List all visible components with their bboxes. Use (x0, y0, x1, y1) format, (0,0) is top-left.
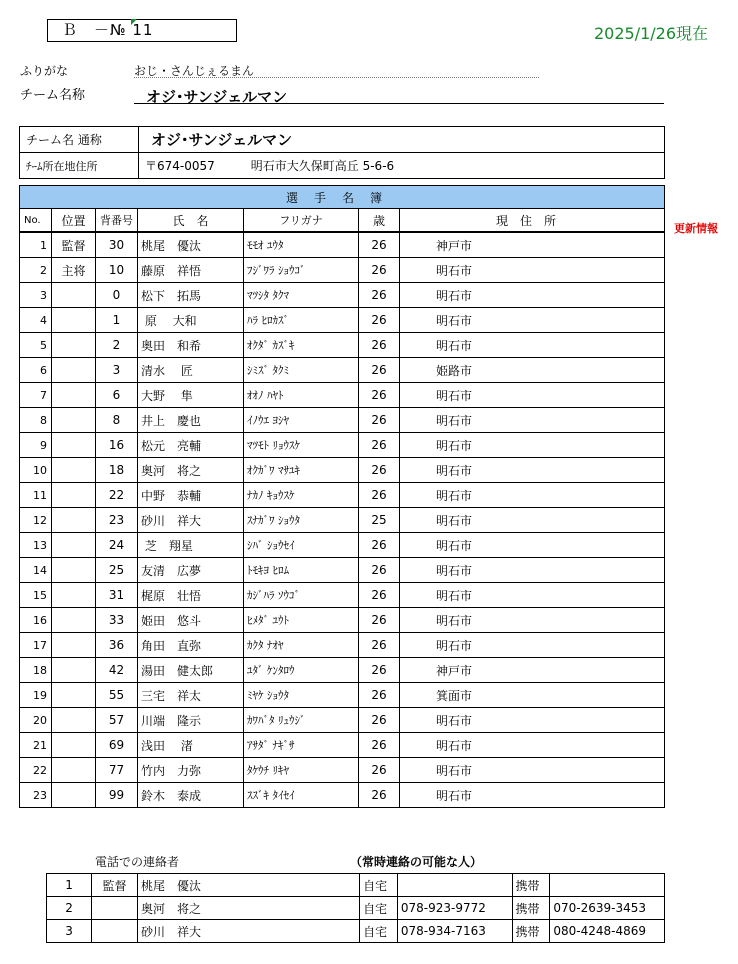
player-kana: ﾓﾓｵ ﾕｳﾀ (244, 232, 359, 258)
home-phone: 078-934-7163 (397, 920, 512, 943)
player-age: 26 (359, 708, 400, 733)
contact-table (46, 873, 665, 943)
player-name: 友清 広夢 (138, 558, 244, 583)
player-address: 明石市 (400, 283, 665, 308)
player-address: 明石市 (400, 508, 665, 533)
player-name: 三宅 祥太 (138, 683, 244, 708)
player-name: 藤原 祥悟 (138, 258, 244, 283)
player-address: 明石市 (400, 783, 665, 808)
table-row (20, 583, 665, 608)
table-row (20, 508, 665, 533)
player-no: 1 (20, 232, 52, 258)
common-name-label: チーム名 通称 (20, 127, 139, 153)
player-kana: ﾏﾂｼﾀ ﾀｸﾏ (244, 283, 359, 308)
player-position (52, 408, 96, 433)
player-kana: ｵｸﾀﾞ ｶｽﾞｷ (244, 333, 359, 358)
player-position (52, 483, 96, 508)
player-position (52, 533, 96, 558)
player-number: 18 (96, 458, 138, 483)
player-no: 7 (20, 383, 52, 408)
player-age: 26 (359, 658, 400, 683)
roster-table (19, 185, 665, 808)
player-no: 15 (20, 583, 52, 608)
table-row (20, 533, 665, 558)
contact-name: 奥河 将之 (138, 897, 360, 920)
mobile-phone (550, 874, 665, 897)
player-position (52, 458, 96, 483)
address-value (139, 153, 665, 179)
roster-header-row (20, 209, 665, 233)
player-address: 明石市 (400, 558, 665, 583)
player-kana: ｽﾅｶﾞﾜ ｼｮｳﾀ (244, 508, 359, 533)
player-position (52, 283, 96, 308)
mobile-phone: 080-4248-4869 (550, 920, 665, 943)
contact-row (47, 920, 665, 943)
player-kana: ﾏﾂﾓﾄ ﾘｮｳｽｹ (244, 433, 359, 458)
player-name: 松元 亮輔 (138, 433, 244, 458)
col-name: 氏 名 (138, 209, 244, 233)
player-kana: ｵｵﾉ ﾊﾔﾄ (244, 383, 359, 408)
player-kana: ﾐﾔｹ ｼｮｳﾀ (244, 683, 359, 708)
player-number: 33 (96, 608, 138, 633)
table-row (20, 608, 665, 633)
player-name: 角田 直弥 (138, 633, 244, 658)
player-name: 中野 恭輔 (138, 483, 244, 508)
player-kana: ﾋﾒﾀﾞ ﾕｳﾄ (244, 608, 359, 633)
player-number: 8 (96, 408, 138, 433)
player-address: 明石市 (400, 258, 665, 283)
team-name-label: チーム名称 (20, 88, 86, 103)
player-no: 11 (20, 483, 52, 508)
player-position (52, 683, 96, 708)
address-label: ﾁｰﾑ所在地住所 (20, 153, 139, 179)
table-row (20, 358, 665, 383)
contact-no: 3 (47, 920, 92, 943)
player-name: 井上 慶也 (138, 408, 244, 433)
player-no: 5 (20, 333, 52, 358)
player-name: 桃尾 優汰 (138, 232, 244, 258)
player-name: 原 大和 (138, 308, 244, 333)
player-age: 26 (359, 258, 400, 283)
player-no: 18 (20, 658, 52, 683)
mobile-label: 携帯 (512, 897, 550, 920)
contact-row (47, 897, 665, 920)
col-position: 位置 (52, 209, 96, 233)
player-no: 23 (20, 783, 52, 808)
mobile-label: 携帯 (512, 874, 550, 897)
contact-position (92, 897, 138, 920)
player-number: 57 (96, 708, 138, 733)
furigana-label: ふりがな (20, 64, 69, 78)
player-address: 明石市 (400, 433, 665, 458)
player-kana: ｱｻﾀﾞ ﾅｷﾞｻ (244, 733, 359, 758)
address-row (20, 153, 665, 179)
mobile-phone: 070-2639-3453 (550, 897, 665, 920)
player-position (52, 783, 96, 808)
player-number: 77 (96, 758, 138, 783)
common-name-value: オジ･サンジェルマン (139, 127, 665, 153)
table-row (20, 783, 665, 808)
table-row (20, 558, 665, 583)
table-row (20, 658, 665, 683)
player-age: 26 (359, 358, 400, 383)
player-number: 25 (96, 558, 138, 583)
player-kana: ｶｼﾞﾊﾗ ｿｳｺﾞ (244, 583, 359, 608)
player-age: 26 (359, 433, 400, 458)
roster-body (20, 232, 665, 808)
player-name: 姫田 悠斗 (138, 608, 244, 633)
table-row (20, 232, 665, 258)
player-name: 竹内 力弥 (138, 758, 244, 783)
common-name-row (20, 127, 665, 153)
col-number: 背番号 (96, 209, 138, 233)
player-name: 浅田 渚 (138, 733, 244, 758)
player-name: 芝 翔星 (138, 533, 244, 558)
player-age: 26 (359, 383, 400, 408)
player-kana: ﾅｶﾉ ｷｮｳｽｹ (244, 483, 359, 508)
player-position (52, 333, 96, 358)
player-number: 10 (96, 258, 138, 283)
table-row (20, 433, 665, 458)
player-age: 26 (359, 558, 400, 583)
player-kana: ｼﾊﾞ ｼｮｳｾｲ (244, 533, 359, 558)
player-age: 26 (359, 583, 400, 608)
col-no: No. (20, 209, 52, 233)
table-row (20, 333, 665, 358)
player-position (52, 308, 96, 333)
player-position (52, 508, 96, 533)
player-no: 3 (20, 283, 52, 308)
player-position (52, 708, 96, 733)
as-of-date: 2025/1/26現在 (594, 24, 709, 43)
player-address: 箕面市 (400, 683, 665, 708)
player-age: 26 (359, 333, 400, 358)
player-no: 8 (20, 408, 52, 433)
player-no: 4 (20, 308, 52, 333)
player-no: 20 (20, 708, 52, 733)
player-address: 明石市 (400, 633, 665, 658)
player-name: 松下 拓馬 (138, 283, 244, 308)
player-position (52, 633, 96, 658)
player-number: 6 (96, 383, 138, 408)
player-age: 26 (359, 308, 400, 333)
player-position (52, 383, 96, 408)
document-number: Ｂ －№ 11 (47, 19, 237, 42)
player-position (52, 758, 96, 783)
player-kana: ｽｽﾞｷ ﾀｲｾｲ (244, 783, 359, 808)
table-row (20, 733, 665, 758)
player-kana: ｵｸｶﾞﾜ ﾏｻﾕｷ (244, 458, 359, 483)
player-kana: ﾄﾓｷﾖ ﾋﾛﾑ (244, 558, 359, 583)
player-kana: ﾊﾗ ﾋﾛｶｽﾞ (244, 308, 359, 333)
player-age: 26 (359, 608, 400, 633)
table-row (20, 408, 665, 433)
player-number: 23 (96, 508, 138, 533)
player-no: 9 (20, 433, 52, 458)
player-age: 26 (359, 758, 400, 783)
player-no: 22 (20, 758, 52, 783)
team-address: 明石市大久保町高丘 5-6-6 (250, 159, 395, 173)
player-position: 監督 (52, 232, 96, 258)
contact-name: 桃尾 優汰 (138, 874, 360, 897)
player-kana: ｶﾜﾊﾞﾀ ﾘｭｳｼﾞ (244, 708, 359, 733)
player-kana: ｶｸﾀ ﾅｵﾔ (244, 633, 359, 658)
player-name: 湯田 健太郎 (138, 658, 244, 683)
table-row (20, 308, 665, 333)
player-address: 神戸市 (400, 232, 665, 258)
player-address: 明石市 (400, 333, 665, 358)
player-age: 26 (359, 483, 400, 508)
col-address: 現住所 (400, 209, 665, 233)
contact-no: 1 (47, 874, 92, 897)
player-no: 16 (20, 608, 52, 633)
roster-title: 選手名簿 (20, 186, 665, 209)
player-age: 25 (359, 508, 400, 533)
home-label: 自宅 (360, 897, 398, 920)
player-no: 14 (20, 558, 52, 583)
player-name: 大野 隼 (138, 383, 244, 408)
player-position (52, 358, 96, 383)
player-kana: ﾌｼﾞﾜﾗ ｼｮｳｺﾞ (244, 258, 359, 283)
table-row (20, 683, 665, 708)
cell-comment-marker (131, 19, 137, 25)
player-number: 22 (96, 483, 138, 508)
table-row (20, 383, 665, 408)
player-number: 24 (96, 533, 138, 558)
player-kana: ﾀｹｳﾁ ﾘｷﾔ (244, 758, 359, 783)
player-no: 21 (20, 733, 52, 758)
player-kana: ﾕﾀﾞ ｹﾝﾀﾛｳ (244, 658, 359, 683)
player-address: 姫路市 (400, 358, 665, 383)
player-number: 16 (96, 433, 138, 458)
table-row (20, 758, 665, 783)
home-phone: 078-923-9772 (397, 897, 512, 920)
contact-no: 2 (47, 897, 92, 920)
player-address: 明石市 (400, 408, 665, 433)
player-address: 明石市 (400, 458, 665, 483)
player-position (52, 433, 96, 458)
table-row (20, 633, 665, 658)
update-info-link[interactable]: 更新情報 (674, 222, 718, 235)
player-number: 2 (96, 333, 138, 358)
home-phone (397, 874, 512, 897)
player-name: 砂川 祥大 (138, 508, 244, 533)
player-name: 奥河 将之 (138, 458, 244, 483)
player-position (52, 558, 96, 583)
col-age: 歳 (359, 209, 400, 233)
table-row (20, 708, 665, 733)
player-number: 1 (96, 308, 138, 333)
player-no: 19 (20, 683, 52, 708)
col-kana: フリガナ (244, 209, 359, 233)
player-no: 10 (20, 458, 52, 483)
team-info-table (19, 126, 665, 179)
player-name: 清水 匠 (138, 358, 244, 383)
player-age: 26 (359, 783, 400, 808)
home-label: 自宅 (360, 920, 398, 943)
contact-note: （常時連絡の可能な人） (350, 855, 483, 869)
player-name: 鈴木 泰成 (138, 783, 244, 808)
player-position (52, 658, 96, 683)
player-number: 69 (96, 733, 138, 758)
mobile-label: 携帯 (512, 920, 550, 943)
contact-name: 砂川 祥大 (138, 920, 360, 943)
player-age: 26 (359, 283, 400, 308)
team-name-value: オジ･サンジェルマン (134, 86, 664, 104)
player-no: 6 (20, 358, 52, 383)
contact-position: 監督 (92, 874, 138, 897)
contact-position (92, 920, 138, 943)
contact-row (47, 874, 665, 897)
home-label: 自宅 (360, 874, 398, 897)
player-address: 明石市 (400, 733, 665, 758)
player-position (52, 608, 96, 633)
player-address: 明石市 (400, 483, 665, 508)
player-address: 明石市 (400, 308, 665, 333)
player-age: 26 (359, 733, 400, 758)
player-number: 31 (96, 583, 138, 608)
player-no: 17 (20, 633, 52, 658)
player-no: 2 (20, 258, 52, 283)
player-position (52, 583, 96, 608)
player-number: 0 (96, 283, 138, 308)
player-no: 12 (20, 508, 52, 533)
player-number: 3 (96, 358, 138, 383)
player-position: 主将 (52, 258, 96, 283)
player-number: 30 (96, 232, 138, 258)
player-address: 明石市 (400, 383, 665, 408)
player-age: 26 (359, 533, 400, 558)
player-address: 明石市 (400, 708, 665, 733)
player-position (52, 733, 96, 758)
player-name: 奥田 和希 (138, 333, 244, 358)
player-address: 神戸市 (400, 658, 665, 683)
player-number: 42 (96, 658, 138, 683)
player-number: 36 (96, 633, 138, 658)
table-row (20, 283, 665, 308)
player-address: 明石市 (400, 758, 665, 783)
player-age: 26 (359, 458, 400, 483)
table-row (20, 258, 665, 283)
player-age: 26 (359, 408, 400, 433)
contact-title: 電話での連絡者 (95, 855, 180, 869)
player-number: 55 (96, 683, 138, 708)
contact-body (47, 874, 665, 943)
player-no: 13 (20, 533, 52, 558)
player-kana: ｲﾉｳｴ ﾖｼﾔ (244, 408, 359, 433)
player-name: 梶原 壮悟 (138, 583, 244, 608)
table-row (20, 483, 665, 508)
table-row (20, 458, 665, 483)
player-address: 明石市 (400, 608, 665, 633)
player-name: 川端 隆示 (138, 708, 244, 733)
player-address: 明石市 (400, 583, 665, 608)
player-number: 99 (96, 783, 138, 808)
player-address: 明石市 (400, 533, 665, 558)
player-age: 26 (359, 683, 400, 708)
postal-code: 〒674-0057 (145, 159, 215, 173)
player-age: 26 (359, 633, 400, 658)
furigana-value: おじ・さんじぇるまん (134, 62, 539, 78)
player-kana: ｼﾐｽﾞ ﾀｸﾐ (244, 358, 359, 383)
player-age: 26 (359, 232, 400, 258)
roster-title-row (20, 186, 665, 209)
